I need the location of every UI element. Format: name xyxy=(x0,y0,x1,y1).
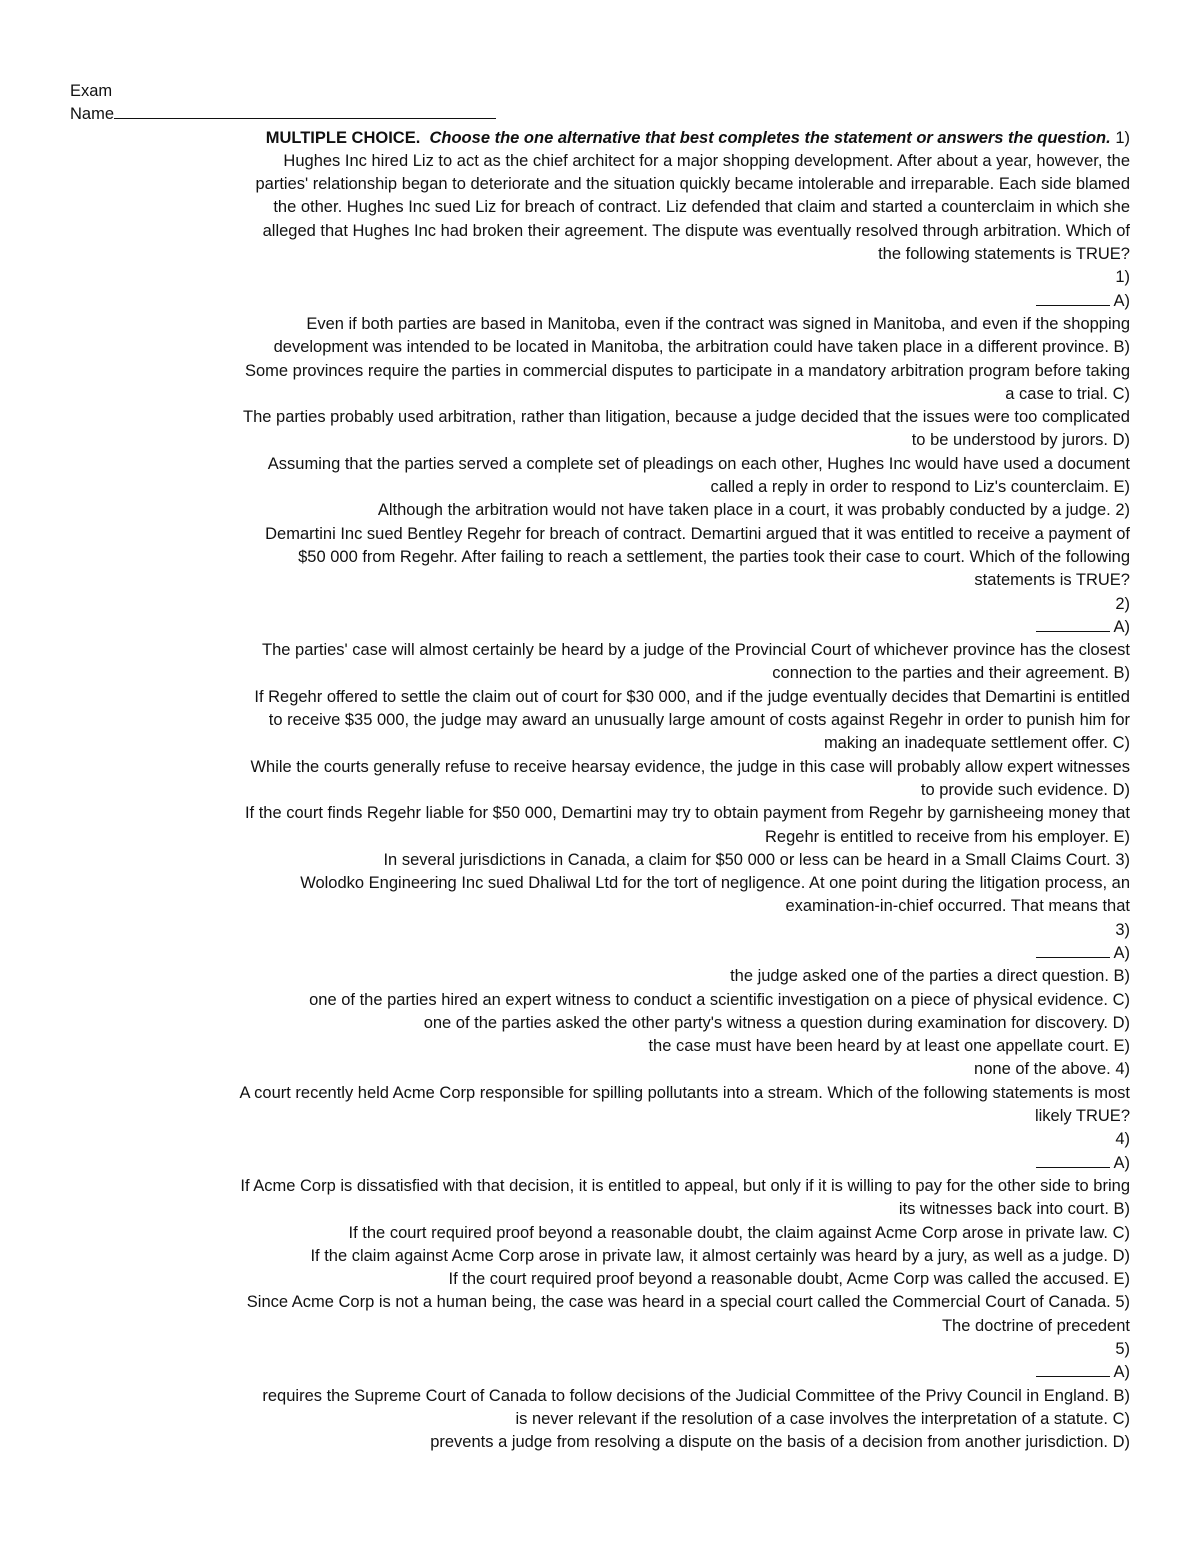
line-11: The parties probably used arbitration, rather than litigation, because a judge decided that the issues were too complicated xyxy=(243,408,1130,427)
line-31: Wolodko Engineering Inc sued Dhaliwal Ltd for the tort of negligence. At one point during the litigation process, an xyxy=(300,874,1130,893)
line-53: requires the Supreme Court of Canada to follow decisions of the Judicial Committee of the Privy Council in England. B) xyxy=(262,1386,1130,1405)
line-47: If the claim against Acme Corp arose in private law, it almost certainly was heard by a jury, as well as a judge. D) xyxy=(310,1246,1130,1265)
name-label: Name xyxy=(70,105,115,124)
name-field xyxy=(70,103,1130,126)
line-24: to receive $35 000, the judge may award an unusually large amount of costs against Regehr in order to punish him for xyxy=(268,711,1130,730)
blank-line[interactable] xyxy=(1036,1362,1110,1377)
instructions xyxy=(70,127,1130,150)
line-49: Since Acme Corp is not a human being, the case was heard in a special court called the Commercial Court of Canada. 5) xyxy=(246,1293,1130,1312)
line-0: Hughes Inc hired Liz to act as the chief architect for a major shopping development. After about a year, however, the xyxy=(283,151,1130,170)
line-38: the case must have been heard by at least one appellate court. E) xyxy=(648,1037,1130,1056)
line-48: If the court required proof beyond a reasonable doubt, Acme Corp was called the accused. E) xyxy=(448,1270,1130,1289)
answer-blank-2[interactable]: A) xyxy=(70,616,1130,639)
line-35: the judge asked one of the parties a direct question. B) xyxy=(730,967,1130,986)
instructions-heading: MULTIPLE CHOICE. xyxy=(265,128,421,147)
line-39: none of the above. 4) xyxy=(974,1060,1130,1079)
line-46: If the court required proof beyond a reasonable doubt, the claim against Acme Corp arose in private law. C) xyxy=(348,1223,1130,1242)
line-8: development was intended to be located in Manitoba, the arbitration could have taken place in a different province. B) xyxy=(273,338,1130,357)
line-28: If the court finds Regehr liable for $50 000, Demartini may try to obtain payment from Regehr by garnisheeing money that xyxy=(244,804,1130,823)
exam-label: Exam xyxy=(70,82,113,100)
blank-line[interactable] xyxy=(1036,617,1110,632)
line-17: $50 000 from Regehr. After failing to reach a settlement, the parties took their case to court. Which of the following xyxy=(298,547,1130,566)
line-33: 3) xyxy=(1115,920,1130,939)
line-19: 2) xyxy=(1115,594,1130,613)
line-1: parties' relationship began to deteriorate and the situation quickly became intolerable and irreparable. Each side blamed xyxy=(255,175,1130,194)
line-7: Even if both parties are based in Manitoba, even if the contract was signed in Manitoba, and even if the shopping xyxy=(306,314,1130,333)
answer-blank-4[interactable]: A) xyxy=(70,1152,1130,1175)
line-37: one of the parties asked the other party's witness a question during examination for discovery. D) xyxy=(423,1013,1130,1032)
answer-blank-1[interactable]: A) xyxy=(70,290,1130,313)
blank-line[interactable] xyxy=(1036,291,1110,306)
answer-blank-3[interactable]: A) xyxy=(70,942,1130,965)
exam-page xyxy=(70,80,1130,1455)
line-51: 5) xyxy=(1115,1340,1130,1359)
question-number-1: 1) xyxy=(1115,128,1130,147)
answer-blank-5[interactable]: A) xyxy=(70,1361,1130,1384)
line-3: alleged that Hughes Inc had broken their agreement. The dispute was eventually resolved through arbitration. Which of xyxy=(262,221,1130,240)
line-5: 1) xyxy=(1115,268,1130,287)
line-18: statements is TRUE? xyxy=(974,571,1130,590)
line-23: If Regehr offered to settle the claim out of court for $30 000, and if the judge eventually decides that Demartini is entitled xyxy=(254,687,1130,706)
line-16: Demartini Inc sued Bentley Regehr for breach of contract. Demartini argued that it was entitled to receive a payment of xyxy=(265,524,1130,543)
name-underline[interactable] xyxy=(114,103,496,119)
line-42: 4) xyxy=(1115,1130,1130,1149)
instructions-text xyxy=(266,129,1111,147)
blank-line[interactable] xyxy=(1036,1153,1110,1168)
line-10: a case to trial. C) xyxy=(1005,384,1130,403)
line-12: to be understood by jurors. D) xyxy=(911,431,1130,450)
line-14: called a reply in order to respond to Liz's counterclaim. E) xyxy=(710,478,1130,497)
instructions-body: Choose the one alternative that best completes the statement or answers the question. xyxy=(429,128,1111,147)
line-9: Some provinces require the parties in commercial disputes to participate in a mandatory arbitration program before taking xyxy=(244,361,1130,380)
line-21: The parties' case will almost certainly be heard by a judge of the Provincial Court of whichever province has the closest xyxy=(262,641,1130,660)
line-27: to provide such evidence. D) xyxy=(920,780,1130,799)
line-44: If Acme Corp is dissatisfied with that decision, it is entitled to appeal, but only if it is willing to pay for the other side to bring xyxy=(240,1176,1130,1195)
line-29: Regehr is entitled to receive from his employer. E) xyxy=(765,827,1130,846)
line-25: making an inadequate settlement offer. C) xyxy=(823,734,1130,753)
line-41: likely TRUE? xyxy=(1034,1107,1130,1126)
line-4: the following statements is TRUE? xyxy=(878,245,1130,264)
line-22: connection to the parties and their agreement. B) xyxy=(772,664,1130,683)
line-40: A court recently held Acme Corp responsible for spilling pollutants into a stream. Which of the following statements is most xyxy=(239,1083,1130,1102)
line-13: Assuming that the parties served a complete set of pleadings on each other, Hughes Inc would have used a document xyxy=(267,454,1130,473)
line-54: is never relevant if the resolution of a case involves the interpretation of a statute. C) xyxy=(515,1409,1130,1428)
blank-line[interactable] xyxy=(1036,943,1110,958)
line-55: prevents a judge from resolving a dispute on the basis of a decision from another jurisdiction. D) xyxy=(430,1433,1130,1452)
line-36: one of the parties hired an expert witness to conduct a scientific investigation on a piece of physical evidence. C) xyxy=(309,990,1130,1009)
line-45: its witnesses back into court. B) xyxy=(898,1200,1130,1219)
line-26: While the courts generally refuse to receive hearsay evidence, the judge in this case will probably allow expert witnesses xyxy=(250,757,1130,776)
line-50: The doctrine of precedent xyxy=(941,1316,1130,1335)
line-32: examination-in-chief occurred. That means that xyxy=(785,897,1130,916)
line-15: Although the arbitration would not have taken place in a court, it was probably conducted by a judge. 2) xyxy=(377,501,1130,520)
line-2: the other. Hughes Inc sued Liz for breach of contract. Liz defended that claim and started a counterclaim in which she xyxy=(273,198,1130,217)
line-30: In several jurisdictions in Canada, a claim for $50 000 or less can be heard in a Small Claims Court. 3) xyxy=(383,850,1130,869)
